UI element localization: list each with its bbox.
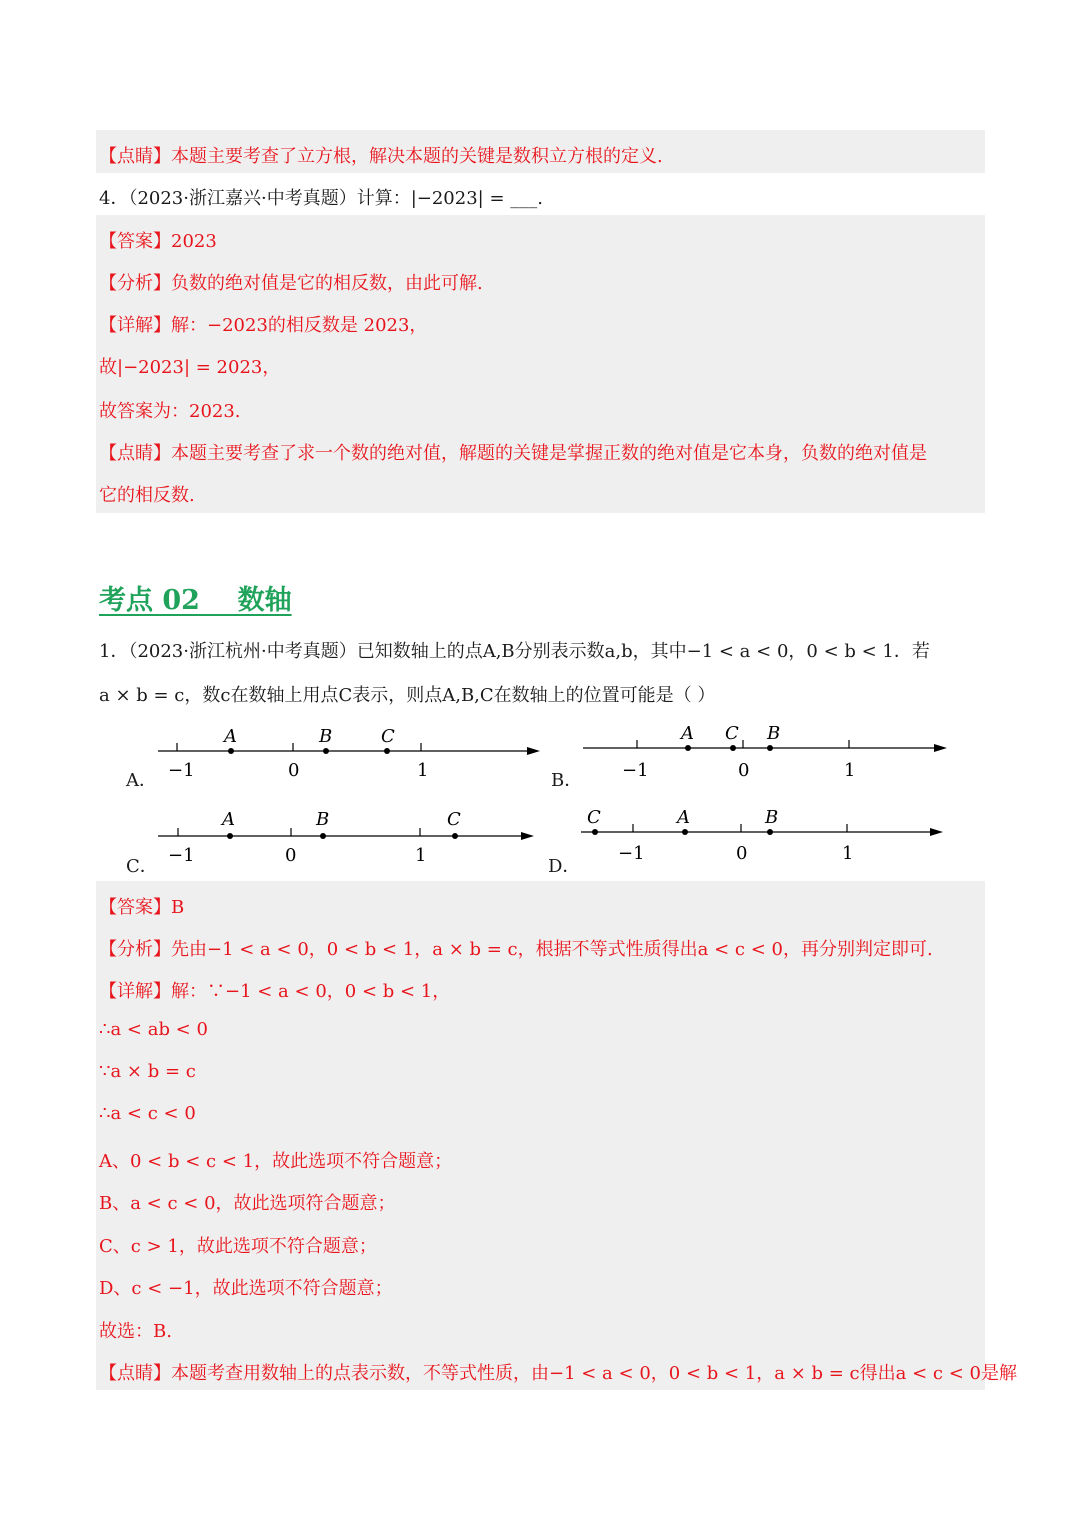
option-d-number-line	[575, 800, 965, 870]
option-b-tick-0: 0	[738, 760, 750, 781]
option-c-point-b: B	[316, 809, 330, 830]
option-d-point-a: A	[677, 807, 690, 828]
answer-1-detail-1: 【详解】解：∵−1 < a < 0，0 < b < 1，	[99, 981, 451, 1002]
answer-1-detail-4: ∴a < c < 0	[99, 1103, 196, 1124]
question-1-line-1: 1．（2023·浙江杭州·中考真题）已知数轴上的点A,B分别表示数a,b，其中−1 < a < 0，0 < b < 1．若	[99, 641, 930, 662]
option-b-point-c: C	[725, 723, 739, 744]
option-d-tick-0: 0	[736, 843, 748, 864]
answer-1-analysis: 【分析】先由−1 < a < 0，0 < b < 1，a × b = c，根据不等式性质得出a < c < 0，再分别判定即可.	[99, 939, 933, 960]
option-c-tick-1: 1	[415, 845, 427, 866]
answer-1-detail-5: A、0 < b < c < 1，故此选项不符合题意；	[99, 1151, 453, 1172]
option-b-tick-1: 1	[844, 760, 856, 781]
option-a-point-c: C	[381, 726, 395, 747]
question-4: 4．（2023·浙江嘉兴·中考真题）计算：|−2023| = ___.	[99, 188, 543, 209]
answer-1-detail-7: C、c > 1，故此选项不符合题意；	[99, 1236, 377, 1257]
answer-4-dianjing-1: 【点睛】本题主要考查了求一个数的绝对值，解题的关键是掌握正数的绝对值是它本身，负数的绝对值是	[99, 443, 927, 464]
option-c-number-line	[150, 803, 550, 873]
option-c-tick-0: 0	[285, 845, 297, 866]
answer-1-detail-9: 故选：B.	[99, 1321, 172, 1342]
option-c-point-c: C	[447, 809, 461, 830]
answer-1-detail-3: ∵a × b = c	[99, 1061, 196, 1082]
option-d-tick-neg1: −1	[618, 843, 645, 864]
option-d-point-b: B	[765, 807, 779, 828]
answer-4-answer: 【答案】2023	[99, 231, 217, 252]
answer-1-detail-6: B、a < c < 0，故此选项符合题意；	[99, 1193, 396, 1214]
option-b-number-line	[575, 715, 965, 785]
option-b-label: B．	[551, 770, 583, 791]
question-1-line-2: a × b = c，数c在数轴上用点C表示，则点A,B,C在数轴上的位置可能是（ ）	[99, 685, 716, 706]
answer-1-dianjing: 【点睛】本题考查用数轴上的点表示数，不等式性质，由−1 < a < 0，0 < b < 1，a × b = c得出a < c < 0是解	[99, 1363, 1017, 1384]
option-d-label: D．	[548, 856, 581, 877]
option-d-tick-1: 1	[842, 843, 854, 864]
answer-4-analysis: 【分析】负数的绝对值是它的相反数，由此可解.	[99, 273, 483, 294]
answer-4-dianjing-2: 它的相反数.	[99, 485, 195, 506]
option-b-point-b: B	[767, 723, 781, 744]
option-c-label: C．	[126, 856, 158, 877]
option-a-label: A．	[126, 770, 157, 791]
option-a-point-b: B	[319, 726, 333, 747]
section-heading: 考点 02 数轴	[99, 585, 292, 616]
prev-dianjing: 【点睛】本题主要考查了立方根，解决本题的关键是数积立方根的定义.	[99, 146, 663, 167]
option-a-tick-neg1: −1	[168, 760, 195, 781]
option-a-tick-1: 1	[417, 760, 429, 781]
option-b-point-a: A	[681, 723, 694, 744]
answer-1-detail-2: ∴a < ab < 0	[99, 1019, 208, 1040]
option-b-tick-neg1: −1	[622, 760, 649, 781]
option-a-point-a: A	[224, 726, 237, 747]
answer-4-detail-1: 【详解】解：−2023的相反数是 2023，	[99, 315, 428, 336]
answer-1-answer: 【答案】B	[99, 897, 185, 918]
option-a-tick-0: 0	[288, 760, 300, 781]
answer-4-detail-3: 故答案为：2023.	[99, 401, 241, 422]
option-c-tick-neg1: −1	[168, 845, 195, 866]
answer-4-detail-2: 故|−2023| = 2023，	[99, 357, 281, 378]
option-a-number-line	[150, 720, 550, 790]
option-d-point-c: C	[587, 807, 601, 828]
option-c-point-a: A	[222, 809, 235, 830]
answer-1-detail-8: D、c < −1，故此选项不符合题意；	[99, 1278, 393, 1299]
